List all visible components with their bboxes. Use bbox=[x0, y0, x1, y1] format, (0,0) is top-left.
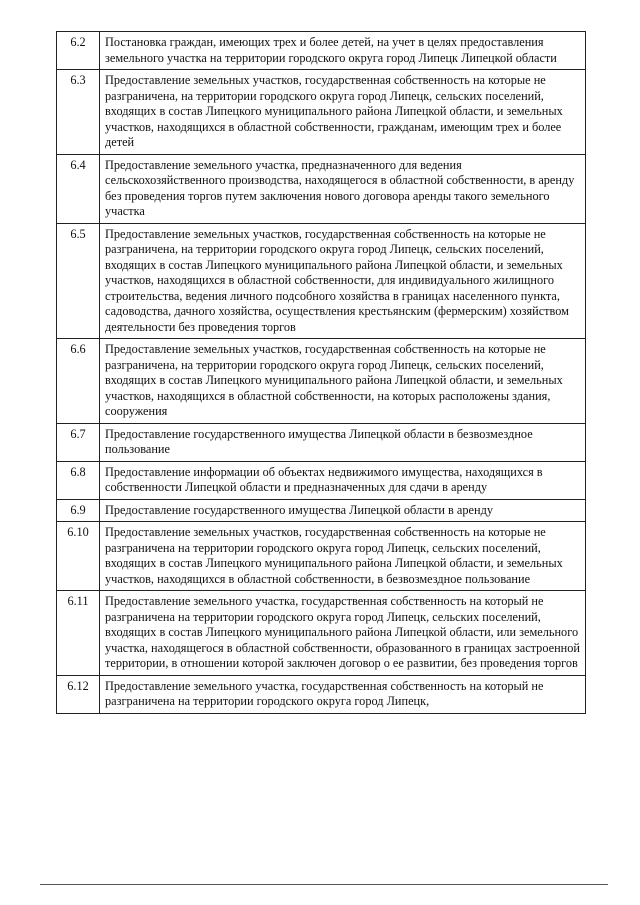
row-text: Предоставление государственного имущества Липецкой области в безвозмездное пользование bbox=[100, 423, 586, 461]
document-page bbox=[56, 31, 586, 714]
table-row bbox=[57, 70, 586, 155]
row-number: 6.2 bbox=[57, 32, 100, 70]
page-bottom-divider bbox=[40, 884, 608, 885]
row-number: 6.9 bbox=[57, 499, 100, 522]
row-number: 6.12 bbox=[57, 675, 100, 713]
table-row bbox=[57, 423, 586, 461]
row-number: 6.10 bbox=[57, 522, 100, 591]
row-text: Предоставление земельного участка, предназначенного для ведения сельскохозяйственного производства, находящегося в областной собственности, в аренду без проведения торгов путем заключения нового договора аренды такого земельного участка bbox=[100, 154, 586, 223]
table-row bbox=[57, 675, 586, 713]
table-row bbox=[57, 339, 586, 424]
row-text: Предоставление государственного имущества Липецкой области в аренду bbox=[100, 499, 586, 522]
table-row bbox=[57, 154, 586, 223]
row-text: Предоставление земельного участка, государственная собственность на который не разграничена на территории городского округа город Липецк, bbox=[100, 675, 586, 713]
row-text: Предоставление земельного участка, государственная собственность на который не разграничена на территории городского округа город Липецк, сельских поселений, входящих в состав Липецкого муниципального района Липецкой области, или земельного участка, находящегося в областной собственности, образованного в границах застроенной территории, в отношении которой заключен договор о ее развитии, без проведения торгов bbox=[100, 591, 586, 676]
services-table bbox=[56, 31, 586, 714]
table-row bbox=[57, 591, 586, 676]
row-number: 6.3 bbox=[57, 70, 100, 155]
row-number: 6.11 bbox=[57, 591, 100, 676]
row-text: Предоставление земельных участков, государственная собственность на которые не разграничена, на территории городского округа город Липецк, сельских поселений, входящих в состав Липецкого муниципального района Липецкой области, и земельных участков, находящихся в областной собственности, на которых расположены здания, сооружения bbox=[100, 339, 586, 424]
table-row bbox=[57, 223, 586, 339]
row-number: 6.8 bbox=[57, 461, 100, 499]
row-text: Предоставление информации об объектах недвижимого имущества, находящихся в собственности Липецкой области и предназначенных для сдачи в аренду bbox=[100, 461, 586, 499]
row-number: 6.6 bbox=[57, 339, 100, 424]
row-text: Предоставление земельных участков, государственная собственность на которые не разграничена на территории городского округа город Липецк, сельских поселений, входящих в состав Липецкого муниципального района Липецкой области, и земельных участков, находящихся в областной собственности, в безвозмездное пользование bbox=[100, 522, 586, 591]
table-row bbox=[57, 32, 586, 70]
table-row bbox=[57, 522, 586, 591]
row-number: 6.5 bbox=[57, 223, 100, 339]
row-text: Постановка граждан, имеющих трех и более детей, на учет в целях предоставления земельного участка на территории городского округа город Липецк Липецкой области bbox=[100, 32, 586, 70]
row-number: 6.4 bbox=[57, 154, 100, 223]
table-row bbox=[57, 461, 586, 499]
table-row bbox=[57, 499, 586, 522]
row-number: 6.7 bbox=[57, 423, 100, 461]
row-text: Предоставление земельных участков, государственная собственность на которые не разграничена, на территории городского округа город Липецк, сельских поселений, входящих в состав Липецкого муниципального района Липецкой области, и земельных участков, находящихся в областной собственности, гражданам, имеющим трех и более детей bbox=[100, 70, 586, 155]
row-text: Предоставление земельных участков, государственная собственность на которые не разграничена, на территории городского округа город Липецк, сельских поселений, входящих в состав Липецкого муниципального района Липецкой области, и земельных участков, находящихся в областной собственности, для индивидуального жилищного строительства, ведения личного подсобного хозяйства в границах населенного пункта, садоводства, дачного хозяйства, осуществления крестьянским (фермерским) хозяйством деятельности без проведения торгов bbox=[100, 223, 586, 339]
